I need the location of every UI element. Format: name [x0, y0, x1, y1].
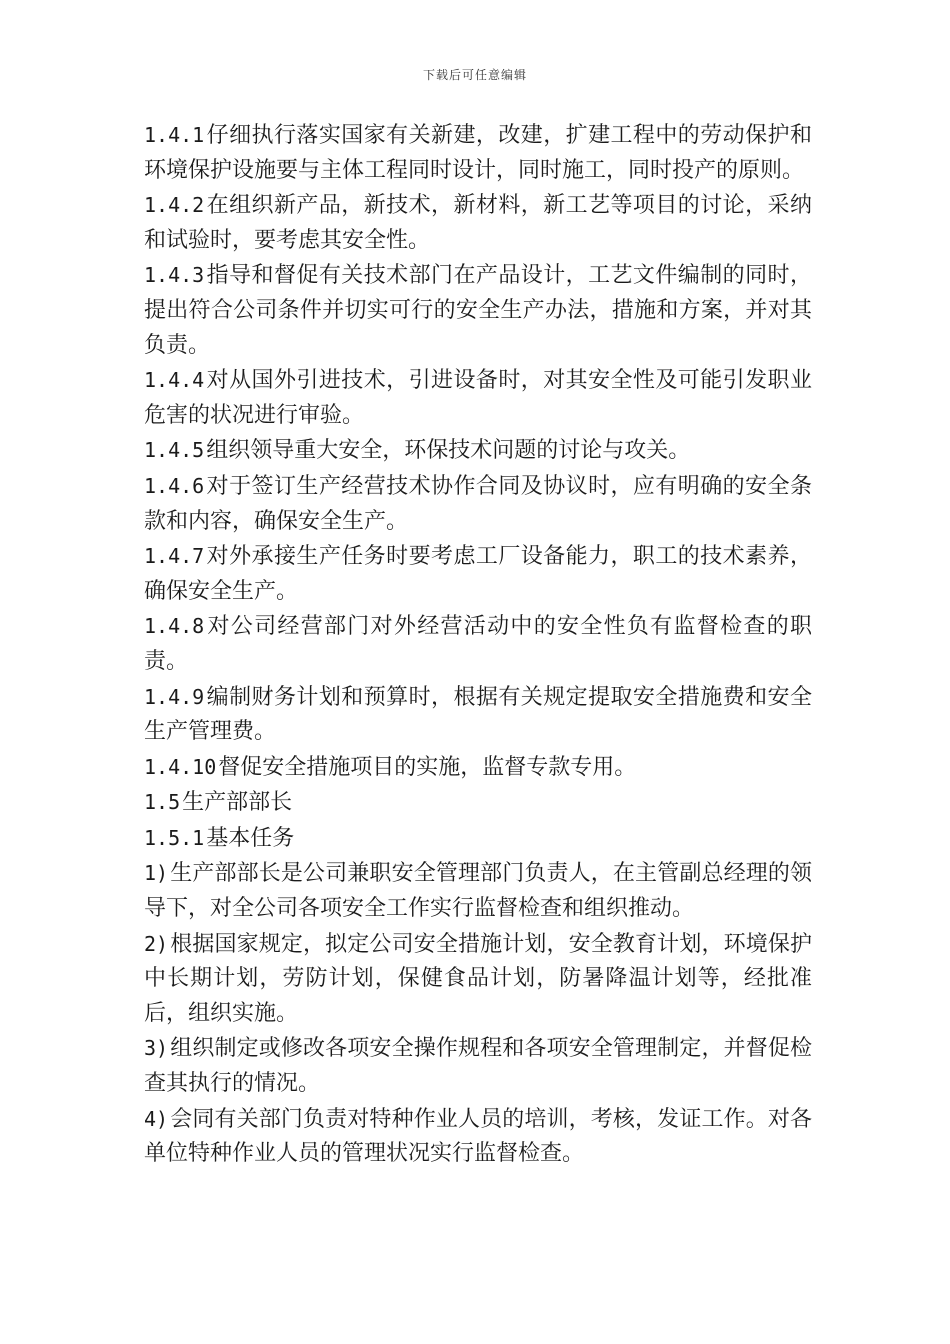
paragraph-1-4-7 [144, 539, 812, 609]
list-number: 1) [144, 861, 169, 886]
paragraph-text: 指导和督促有关技术部门在产品设计，工艺文件编制的同时，提出符合公司条件并切实可行的安全生产办法，措施和方案，并对其负责。 [144, 263, 812, 358]
section-number: 1.5 [144, 790, 181, 815]
paragraph-1-4-3 [144, 258, 812, 363]
document-body [144, 118, 812, 1172]
section-number: 1.4.2 [144, 193, 205, 218]
paragraph-1-4-2 [144, 188, 812, 258]
section-heading-1-5 [144, 785, 812, 821]
section-number: 1.4.10 [144, 754, 217, 779]
list-item-4 [144, 1102, 812, 1172]
list-number: 4) [144, 1106, 169, 1131]
section-number: 1.4.6 [144, 473, 205, 498]
section-number: 1.4.9 [144, 684, 205, 709]
paragraph-1-4-10 [144, 750, 812, 786]
section-number: 1.4.7 [144, 544, 205, 569]
list-item-3 [144, 1031, 812, 1101]
list-item-2 [144, 927, 812, 1032]
paragraph-1-4-8 [144, 609, 812, 679]
paragraph-text: 在组织新产品，新技术，新材料，新工艺等项目的讨论，采纳和试验时，要考虑其安全性。 [144, 193, 812, 253]
paragraph-1-4-5 [144, 433, 812, 469]
page-header: 下载后可任意编辑 [422, 68, 527, 82]
section-heading-text: 生产部部长 [182, 790, 293, 816]
paragraph-1-4-4 [144, 363, 812, 433]
paragraph-text: 对外承接生产任务时要考虑工厂设备能力，职工的技术素养，确保安全生产。 [144, 544, 812, 604]
section-heading-text: 基本任务 [206, 825, 295, 851]
list-item-1 [144, 856, 812, 926]
paragraph-text: 对公司经营部门对外经营活动中的安全性负有监督检查的职责。 [144, 614, 812, 674]
section-number: 1.5.1 [144, 825, 205, 850]
paragraph-text: 对从国外引进技术，引进设备时，对其安全性及可能引发职业危害的状况进行审验。 [144, 368, 812, 428]
section-number: 1.4.1 [144, 123, 205, 147]
list-number: 3) [144, 1036, 169, 1061]
section-number: 1.4.3 [144, 263, 205, 288]
paragraph-text: 编制财务计划和预算时，根据有关规定提取安全措施费和安全生产管理费。 [144, 684, 812, 745]
paragraph-text: 仔细执行落实国家有关新建，改建，扩建工程中的劳动保护和环境保护设施要与主体工程同时设计，同时施工，同时投产的原则。 [144, 123, 812, 183]
paragraph-1-4-6 [144, 469, 812, 539]
section-number: 1.4.8 [144, 614, 205, 639]
section-number: 1.4.5 [144, 438, 205, 463]
list-item-text: 会同有关部门负责对特种作业人员的培训，考核，发证工作。对各单位特种作业人员的管理状况实行监督检查。 [144, 1106, 812, 1167]
list-item-text: 组织制定或修改各项安全操作规程和各项安全管理制定，并督促检查其执行的情况。 [144, 1036, 812, 1097]
list-item-text: 生产部部长是公司兼职安全管理部门负责人，在主管副总经理的领导下，对全公司各项安全工作实行监督检查和组织推动。 [144, 861, 812, 922]
section-heading-1-5-1 [144, 821, 812, 857]
list-item-text: 根据国家规定，拟定公司安全措施计划，安全教育计划，环境保护中长期计划，劳防计划，保健食品计划，防暑降温计划等，经批准后，组织实施。 [144, 931, 812, 1026]
paragraph-text: 督促安全措施项目的实施，监督专款专用。 [218, 754, 637, 780]
paragraph-text: 组织领导重大安全，环保技术问题的讨论与攻关。 [206, 438, 691, 464]
section-number: 1.4.4 [144, 368, 205, 393]
paragraph-1-4-9 [144, 680, 812, 750]
list-number: 2) [144, 931, 169, 956]
paragraph-1-4-1 [144, 118, 812, 188]
paragraph-text: 对于签订生产经营技术协作合同及协议时，应有明确的安全条款和内容，确保安全生产。 [144, 473, 812, 534]
